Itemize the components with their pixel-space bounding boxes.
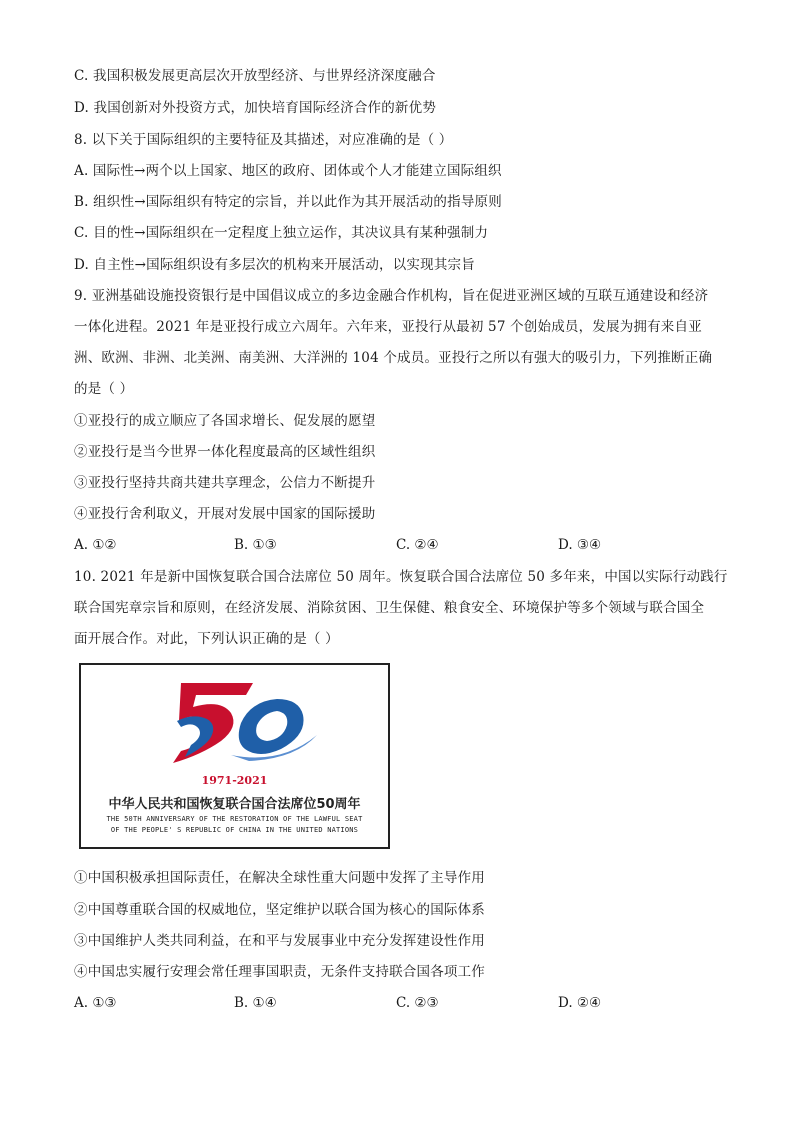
emblem-zero-shape	[239, 699, 304, 754]
q9-statement-2: ②亚投行是当今世界一体化程度最高的区域性组织	[74, 444, 376, 460]
q10-choice-d[interactable]: D. ②④	[558, 995, 602, 1011]
q7-option-c: C. 我国积极发展更高层次开放型经济、与世界经济深度融合	[74, 68, 436, 84]
q10-statement-3: ③中国维护人类共同利益，在和平与发展事业中充分发挥建设性作用	[74, 933, 485, 949]
q7-option-d: D. 我国创新对外投资方式，加快培育国际经济合作的新优势	[74, 100, 437, 116]
q8-stem: 8. 以下关于国际组织的主要特征及其描述，对应准确的是（ ）	[74, 132, 453, 148]
emblem-title-en-line2: OF THE PEOPLE' S REPUBLIC OF CHINA IN THE UNITED NATIONS	[110, 826, 359, 834]
fifty-emblem-icon	[81, 665, 388, 775]
q9-choice-b[interactable]: B. ①③	[234, 537, 277, 553]
q10-stem-line: 联合国宪章宗旨和原则，在经济发展、消除贫困、卫生保健、粮食安全、环境保护等多个领域与联合国全	[74, 600, 705, 616]
emblem-title-en-line1: THE 50TH ANNIVERSARY OF THE RESTORATION OF THE LAWFUL SEAT	[106, 815, 363, 823]
q8-option-d: D. 自主性→国际组织设有多层次的机构来开展活动，以实现其宗旨	[74, 257, 475, 273]
q10-statement-1: ①中国积极承担国际责任，在解决全球性重大问题中发挥了主导作用	[74, 870, 485, 886]
q10-choices	[74, 993, 734, 1013]
q10-stem-line: 10. 2021 年是新中国恢复联合国合法席位 50 周年。恢复联合国合法席位 50 多年来，中国以实际行动践行	[74, 569, 728, 585]
q10-stem-line: 面开展合作。对此，下列认识正确的是（ ）	[74, 631, 339, 647]
q9-choice-a[interactable]: A. ①②	[74, 537, 117, 553]
emblem-title-cn: 中华人民共和国恢复联合国合法席位50周年	[108, 797, 361, 812]
q8-option-c: C. 目的性→国际组织在一定程度上独立运作，其决议具有某种强制力	[74, 225, 489, 241]
q9-statement-4: ④亚投行舍利取义，开展对发展中国家的国际援助	[74, 506, 376, 522]
q9-choice-c[interactable]: C. ②④	[396, 537, 439, 553]
q9-statement-3: ③亚投行坚持共商共建共享理念，公信力不断提升	[74, 475, 376, 491]
q9-stem-line: 9. 亚洲基础设施投资银行是中国倡议成立的多边金融合作机构，旨在促进亚洲区域的互联互通建设和经济	[74, 288, 709, 304]
q10-choice-c[interactable]: C. ②③	[396, 995, 439, 1011]
q8-option-b: B. 组织性→国际组织有特定的宗旨，并以此作为其开展活动的指导原则	[74, 194, 502, 210]
q9-choice-d[interactable]: D. ③④	[558, 537, 602, 553]
q10-choice-a[interactable]: A. ①③	[74, 995, 117, 1011]
q10-statement-4: ④中国忠实履行安理会常任理事国职责，无条件支持联合国各项工作	[74, 964, 485, 980]
q9-statement-1: ①亚投行的成立顺应了各国求增长、促发展的愿望	[74, 413, 376, 429]
q10-statement-2: ②中国尊重联合国的权威地位，坚定维护以联合国为核心的国际体系	[74, 902, 485, 918]
q9-stem-line: 的是（ ）	[74, 381, 134, 397]
emblem-years: 1971-2021	[201, 774, 268, 787]
q8-option-a: A. 国际性→两个以上国家、地区的政府、团体或个人才能建立国际组织	[74, 163, 502, 179]
q9-stem-line: 一体化进程。2021 年是亚投行成立六周年。六年来，亚投行从最初 57 个创始成员，发展为拥有来自亚	[74, 319, 702, 335]
q10-choice-b[interactable]: B. ①④	[234, 995, 277, 1011]
q9-choices	[74, 535, 734, 555]
q9-stem-line: 洲、欧洲、非洲、北美洲、南美洲、大洋洲的 104 个成员。亚投行之所以有强大的吸引力，下列推断正确	[74, 350, 713, 366]
anniversary-emblem-figure	[79, 663, 390, 849]
